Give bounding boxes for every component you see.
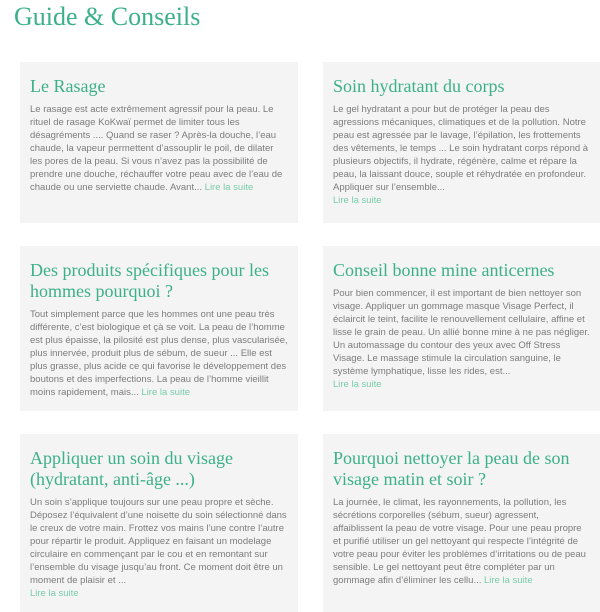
- excerpt-text: Le gel hydratant a pour but de protéger la peau des agressions mécaniques, climatiques et de la pollution. Notre peau est agressée par le lavage, l’épilation, les frottements des vêtements, le temps ... Le soin hydratant corps répond à plusieurs objectifs, il hydrate, régénère, calme et répare la peau, la laissant douce, souple et réhydratée en profondeur. Appliquer sur l’ensemble...: [333, 104, 589, 193]
- article-card-bonne-mine: [323, 246, 600, 411]
- article-excerpt: [30, 103, 288, 194]
- read-more-link[interactable]: Lire la suite: [30, 588, 79, 599]
- read-more-link[interactable]: Lire la suite: [141, 387, 190, 398]
- article-title[interactable]: Pourquoi nettoyer la peau de son visage matin et soir ?: [333, 448, 570, 489]
- article-title[interactable]: Le Rasage: [30, 76, 106, 96]
- excerpt-text: Tout simplement parce que les hommes ont une peau très différente, c’est biologique et çà se voit. La peau de l’homme est plus épaisse, la pilosité est plus dense, plus vascularisée, plus innervée, produit plus de sébum, de sueur ... Elle est plus grasse, plus acide ce qui favorise le développement des boutons et des imperfections. La peau de l’homme vieillit moins rapidement, mais...: [30, 309, 288, 398]
- article-title[interactable]: Conseil bonne mine anticernes: [333, 260, 555, 280]
- excerpt-text: La journée, le climat, les rayonnements, la pollution, les sécrétions corporelles (sébum, sueur) agressent, affaiblissent la peau de votre visage. Pour une peau propre et purifié utiliser un gel nettoyant qui respecte l’intégrité de votre peau pour éviter les problèmes d’irritations ou de peau sensible. Le gel nettoyant peut être compléter par un gommage afin d’éliminer les cellu...: [333, 497, 586, 586]
- article-excerpt: [333, 287, 590, 391]
- read-more-link[interactable]: Lire la suite: [333, 195, 382, 206]
- excerpt-text: Pour bien commencer, il est important de bien nettoyer son visage. Appliquer un gommage masque Visage Perfect, il éclaircit le teint, facilite le renouvellement cellulaire, affine et lisse le grain de peau. Un allié bonne mine à ne pas négliger. Un automassage du contour des yeux avec Off Stress Visage. Le massage stimule la circulation sanguine, le système lymphatique, lisse les rides, est...: [333, 288, 590, 377]
- read-more-link[interactable]: Lire la suite: [484, 575, 533, 586]
- read-more-link[interactable]: Lire la suite: [204, 182, 254, 193]
- article-excerpt: [333, 496, 590, 587]
- article-excerpt: [333, 103, 590, 207]
- article-excerpt: [30, 308, 288, 399]
- article-excerpt: [30, 496, 288, 600]
- excerpt-text: Le rasage est acte extrêmement agressif pour la peau. Le rituel de rasage KoKwaï permet de limiter tous les désagréments .... Quand se raser ? Après-la douche, l’eau chaude, la vapeur permettent d’assouplir le poil, de dilater les pores de la peau. Si vous n’avez pas la possibilité de prendre une douche, réchauffer votre peau avec de l’eau de chaude ou une serviette chaude. Avant...: [30, 104, 283, 193]
- article-card-produits-hommes: [20, 246, 298, 411]
- article-card-soin-visage: [20, 434, 298, 612]
- article-title[interactable]: Des produits spécifiques pour les hommes pourquoi ?: [30, 260, 269, 301]
- article-title[interactable]: Soin hydratant du corps: [333, 76, 505, 96]
- articles-grid: [20, 62, 600, 612]
- read-more-link[interactable]: Lire la suite: [333, 379, 382, 390]
- page-title: Guide & Conseils: [14, 2, 201, 31]
- article-card-le-rasage: [20, 62, 298, 223]
- excerpt-text: Un soin s’applique toujours sur une peau propre et sèche. Déposez l’équivalent d’une noisette du soin sélectionné dans le creux de votre main. Frottez vos mains l’une contre l’autre pour répartir le produit. Appliquez en faisant un modelage circulaire en commençant par le cou et en remontant sur l’ensemble du visage jusqu’au front. Ce moment doit être un moment de plaisir et ...: [30, 497, 287, 586]
- article-card-nettoyer-visage: [323, 434, 600, 612]
- article-title[interactable]: Appliquer un soin du visage (hydratant, anti-âge ...): [30, 448, 233, 489]
- article-card-soin-hydratant: [323, 62, 600, 223]
